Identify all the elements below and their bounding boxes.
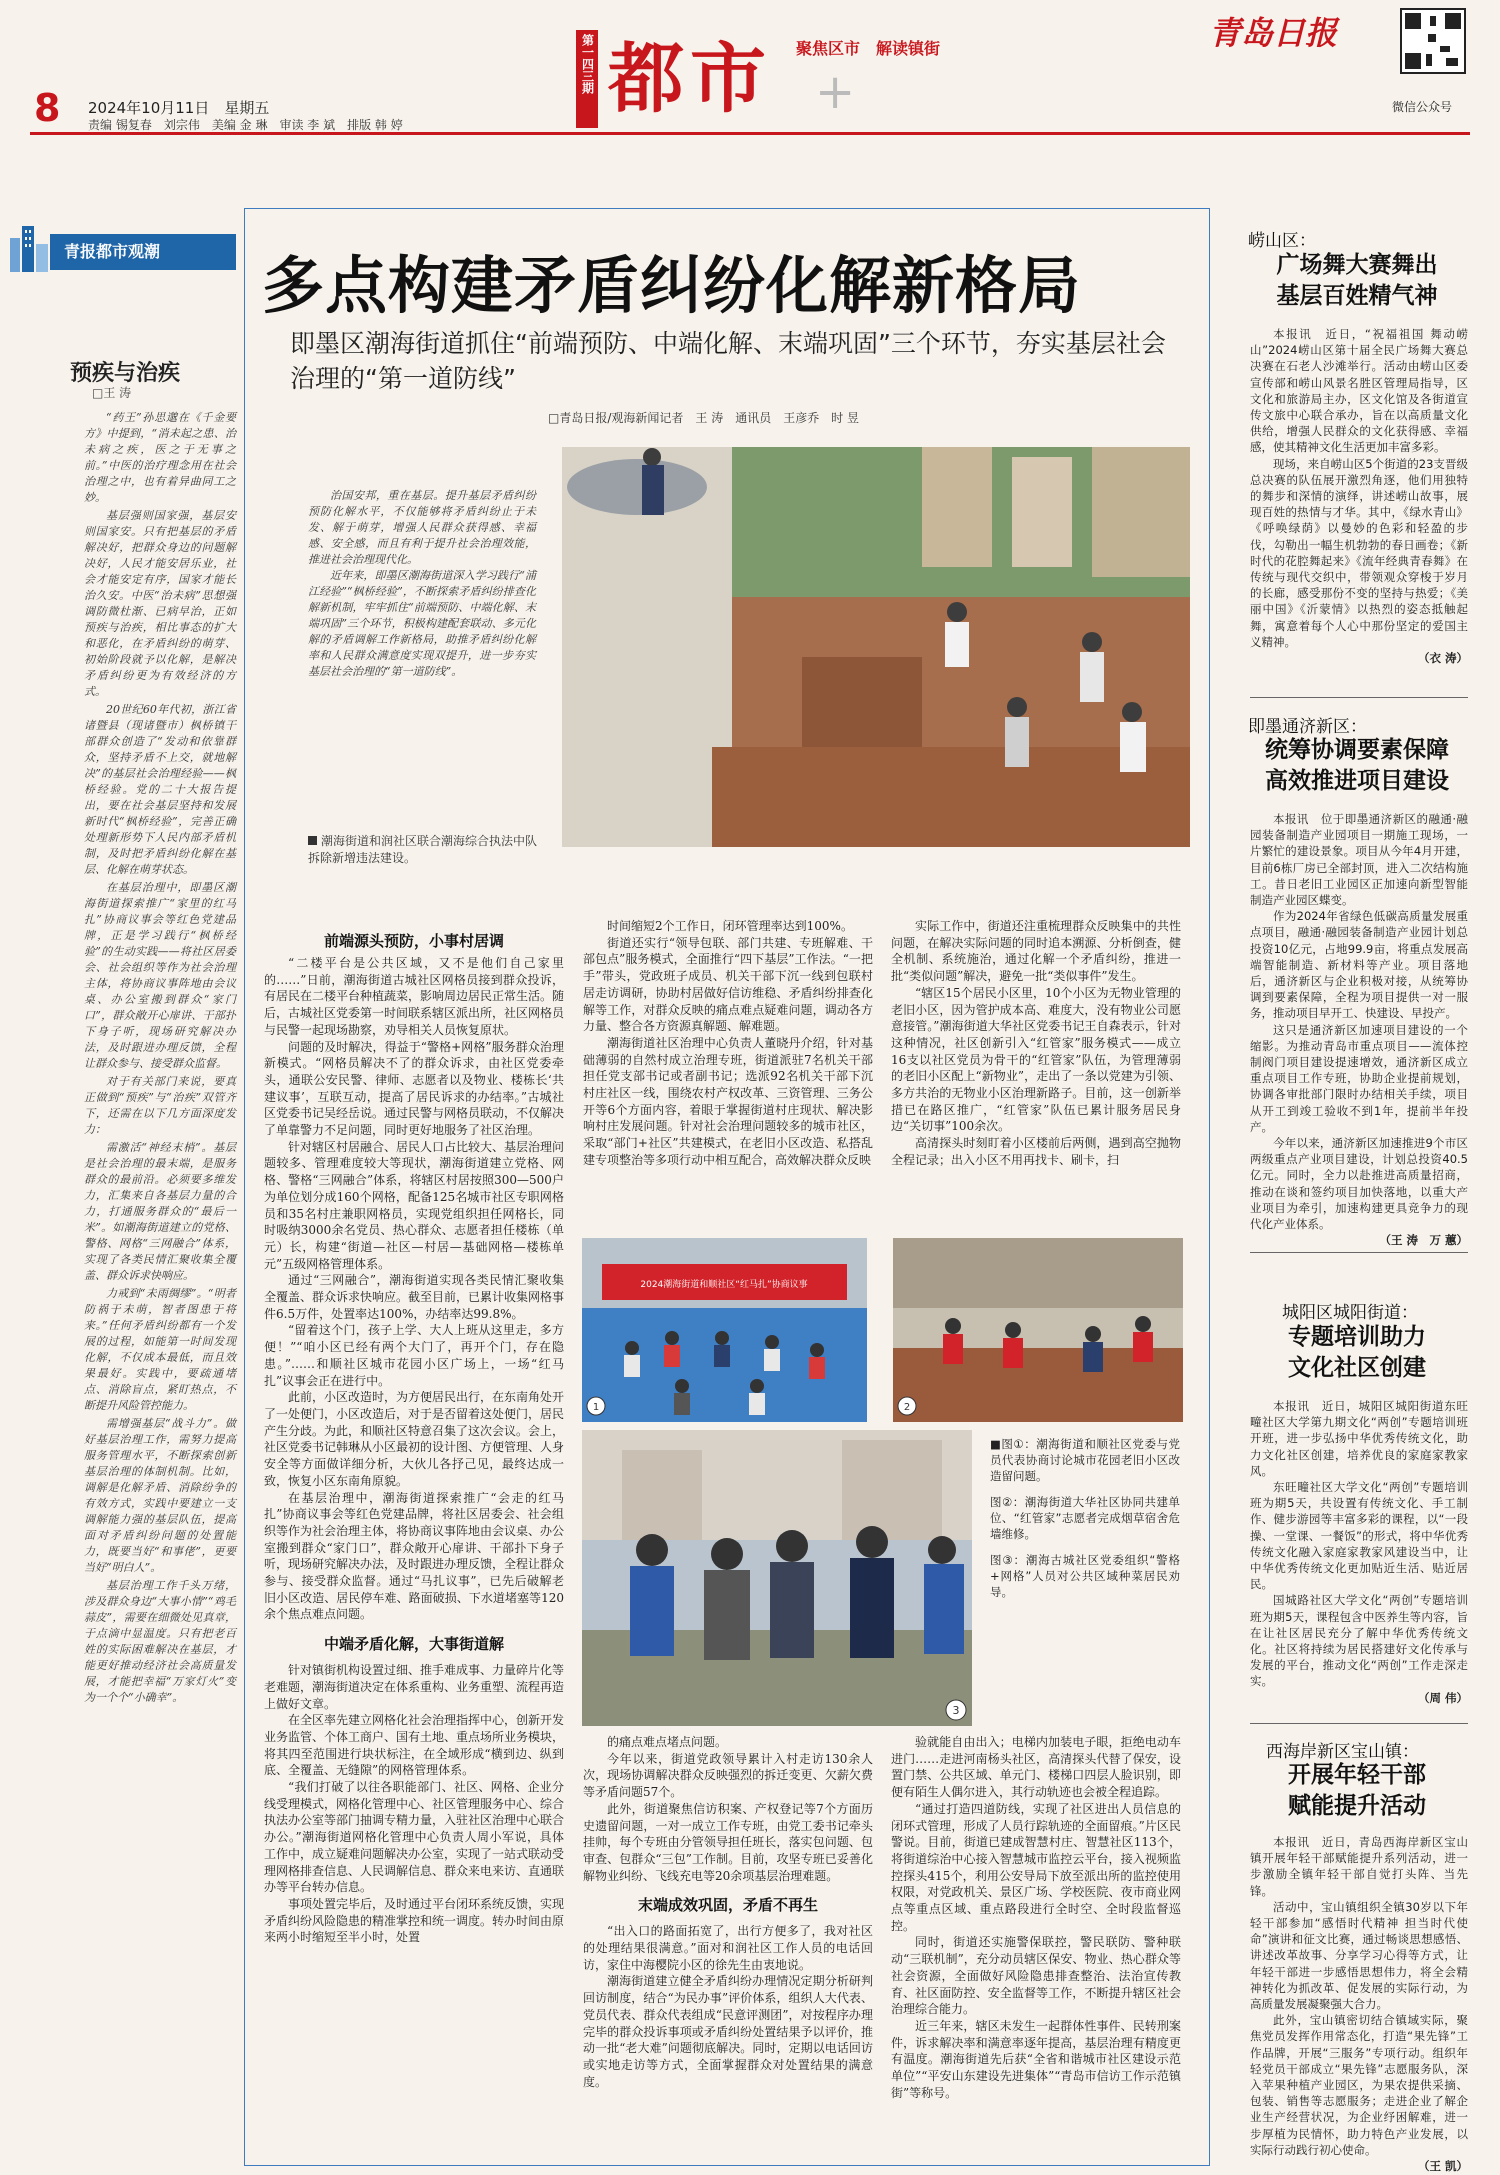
brief-paragraph: 本报讯 近日，城阳区城阳街道东旺疃社区大学第九期文化“两创”专题培训班开班，进一步弘扬中华优秀传统文化，助力文化社区创建，培养优良的家庭家教家风。 [1250, 1399, 1468, 1478]
brief-author: （衣 涛） [1417, 651, 1468, 666]
column-paragraph: 基层强则国家强，基层安则国家安。只有把基层的矛盾解决好，把群众身边的问题解决好，人民才能安居乐业，社会才能安定有序，国家才能长治久安。中医“治未病”思想强调防微杜渐、已病早治，正如预疾与治疾，相比事态的扩大和恶化，在矛盾纠纷的萌芽、初始阶段就予以化解，是解决矛盾纠纷更为有效经济的方式。 [84, 509, 236, 698]
brief-3-body [1250, 1398, 1468, 1718]
brief-1-title [1232, 250, 1482, 312]
brief-2-title-line: 高效推进项目建设 [1265, 768, 1449, 794]
column-paragraph: 在基层治理中，即墨区潮海街道探索推广“家里的红马扎”协商议事会等红色党建品牌，正是学习践行“枫桥经验”的生动实践——将社区居委会、社会组织等作为社会治理主体，将协商议事阵地由会议桌、办公室搬到群众“家门口”，群众敞开心扉讲、干部扑下身子听，现场研究解决办法，及时跟进办理反馈，全程让群众参与、接受群众监督。 [84, 881, 236, 1070]
brief-4-kicker: 西海岸新区宝山镇： [1266, 1742, 1419, 1762]
body-column-2-top [583, 918, 873, 1230]
brief-4-title-line: 开展年轻干部 [1288, 1762, 1426, 1788]
section-name: 都市 [608, 34, 772, 123]
brief-paragraph: 活动中，宝山镇组织全镇30岁以下年轻干部参加“感悟时代精神 担当时代使命”演讲和征文比赛，通过畅谈思想感悟、讲述改革故事、分享学习心得等方式，让年轻干部进一步感悟思想伟力，将全会精神转化为抓改革、促发展的实际行动，为高质量发展凝聚强大合力。 [1250, 1899, 1468, 2012]
brief-2-title-line: 统筹协调要素保障 [1265, 737, 1449, 763]
column-title: 预疾与治疾 [70, 360, 181, 386]
body-paragraph: 时间缩短2个工作日，闭环管理率达到100%。 [607, 919, 853, 933]
brief-1-body [1250, 326, 1468, 691]
brief-paragraph: 现场，来自崂山区5个街道的23支晋级总决赛的队伍展开激烈角逐，他们用独特的舞步和深情的演绎，讲述崂山故事，展现百姓的热情与才华。其中，《绿水青山》《呼唤绿荫》以曼妙的色彩和轻盈的步伐，勾勒出一幅生机勃勃的春日画卷；《新时代的花腔舞起来》《流年经典青春舞》在传统与现代交织中，带领观众穿梭于岁月的长廊，感受那份不变的坚持与热爱；《美丽中国》《沂蒙情》以热烈的姿态抵触起舞，寓意着每个人心中那份坚定的爱国主义精神。 [1250, 456, 1468, 649]
brief-2-title [1232, 735, 1482, 797]
volume-stamp-text: 第一四三期 [580, 34, 595, 94]
body-paragraph: 今年以来，街道党政领导累计入村走访130余人次，现场协调解决群众反映强烈的拆迁变更、欠薪欠费等矛盾问题57个。 [583, 1751, 873, 1800]
brief-paragraph: 本报讯 近日，青岛西海岸新区宝山镇开展年轻干部赋能提升系列活动，进一步激励全镇年轻干部自觉打头阵、当先锋。 [1250, 1835, 1468, 1898]
body-paragraph: “出入口的路面拓宽了，出行方便多了，我对社区的处理结果很满意。”面对和润社区工作人员的电话回访，家住中海樱院小区的徐先生由衷地说。 [583, 1924, 873, 1972]
body-paragraph: 的痛点难点堵点问题。 [607, 1735, 728, 1749]
masthead-divider [30, 132, 1470, 135]
column-paragraph: 对于有关部门来说，要真正做到“预疾”与“治疾”双管齐下，还需在以下几方面深度发力： [84, 1075, 236, 1136]
section3-heading: 末端成效巩固，矛盾不再生 [637, 1896, 818, 1915]
body-paragraph: 实际工作中，街道还注重梳理群众反映集中的共性问题，在解决实际问题的同时追本溯源、分析倒查，健全机制、系统施治，通过化解一个矛盾纠纷，推进一批“类似问题”解决，避免一批“类似事件”发生。 [891, 919, 1181, 984]
photo-1-meeting [582, 1238, 867, 1422]
body-paragraph: 潮海街道建立健全矛盾纠纷办理情况定期分析研判回访制度，结合“为民办事”评价体系，组织人大代表、党员代表、群众代表组成“民意评测团”，对按程序办理完毕的群众投诉事项或矛盾纠纷处置结果予以评价，推动一批“老大难”问题彻底解决。同时，定期以电话回访或实地走访等方式，全面掌握群众对处置结果的满意度。 [583, 1974, 873, 2089]
body-paragraph: 针对辖区村居融合、居民人口占比较大、基层治理问题较多、管理难度较大等现状，潮海街道建立党格、网格、警格“三网融合”体系，将辖区村居按照300—500户为单位划分成160个网格，配备125名城市社区专职网格员和35名村庄兼职网格员，实现党组织担任网格长，同时吸纳3000余名党员、热心群众、志愿者担任楼栋（单元）长，构建“街道—社区—村居—基础网格—楼栋单元”五级网格管理体系。 [264, 1139, 565, 1271]
brief-3-kicker: 城阳区城阳街道： [1282, 1303, 1418, 1323]
brief-divider [1250, 697, 1468, 698]
brief-3-title-line: 专题培训助力 [1288, 1324, 1426, 1350]
svg-text:2: 2 [903, 1402, 911, 1413]
plus-icon: + [815, 64, 856, 120]
body-paragraph: 同时，街道还实施警保联控，警民联防、警种联动“三联机制”，充分动员辖区保安、物业、热心群众等社会资源，全面做好风险隐患排查整治、法治宣传教育、社区面防控、安全监督等工作，不断提升辖区社会治理综合能力。 [891, 1935, 1181, 2017]
body-paragraph: “辖区15个居民小区里，10个小区为无物业管理的老旧小区，因为管护成本高、难度大，没有物业公司愿意接管。”潮海街道大华社区党委书记王自森表示，针对这种情况，社区创新引入“红管家”服务模式——成立16支以社区党员为骨干的“红管家”队伍，为管理薄弱的老旧小区配上“新物业”，走出了一条以党建为引领、多方共治的无物业小区治理新路子。目前，这一创新举措已在路区推广，“红管家”队伍已累计服务居民身边“关切事”100余次。 [891, 985, 1181, 1134]
photo-captions [990, 1436, 1180, 1610]
editorial-staff: 责编 锡复春 刘宗伟 美编 金 琳 审读 李 斌 排版 韩 婷 [88, 118, 403, 132]
lead-text [308, 488, 536, 810]
body-paragraph: 通过“三网融合”，潮海街道实现各类民情汇聚收集全覆盖、群众诉求快响应。截至目前，已累计收集网格事件6.5万件，处置率达100%，办结率达99.8%。 [264, 1273, 565, 1321]
brief-paragraph: 此外，宝山镇密切结合镇域实际，聚焦党员发挥作用常态化，打造“果先锋”工作品牌，开展“三服务”专项行动。组织年轻党员干部成立“果先锋”志愿服务队，深入苹果种植产业园区，为果农提供采摘、包装、销售等志愿服务；走进企业了解企业生产经营状况，为企业纾困解难，进一步厚植为民情怀，助力特色产业发展，以实际行动践行初心使命。 [1250, 2013, 1468, 2157]
column-paragraph: 需激活“神经末梢”。基层是社会治理的最末端，是服务群众的最前沿。必须要多维发力，汇集来自各基层力量的合力，打通服务群众的“最后一米”。如潮海街道建立的党格、警格、网格“三网融合”体系，实现了各类民情汇聚收集全覆盖、群众诉求快响应。 [84, 1141, 236, 1282]
main-photo-caption [308, 833, 548, 867]
body-paragraph: 验就能自由出入；电梯内加装电子眼，拒绝电动车进门……走进河南杨头社区，高清探头代替了保安，设置门禁、公共区域、单元门、楼梯口四层人脸识别，即便有陌生人偶尔进入，其行动轨迹也会被全程追踪。 [891, 1735, 1181, 1800]
brief-paragraph: 今年以来，通济新区加速推进9个市区两级重点产业项目建设，计划总投资40.5亿元。同时，全力以赴推进高质量招商，推动在谈和签约项目加快落地，以重大产业项目为牵引，加速构建更具竞争力的现代化产业体系。 [1250, 1136, 1468, 1232]
caption-square-icon [308, 836, 317, 845]
column-paragraph: 需增强基层“战斗力”。做好基层治理工作，需努力提高服务管理水平，不断探索创新基层治理的体制机制。比如，调解是化解矛盾、消除纷争的有效方式，实践中要建立一支调解能力强的基层队伍，提高面对矛盾纠纷问题的处置能力，既要当好“和事佬”，更要当好“明白人”。 [84, 1417, 236, 1574]
body-column-1 [264, 955, 564, 2151]
brief-author: （王 凯） [1417, 2159, 1468, 2174]
brief-3-title-line: 文化社区创建 [1288, 1355, 1426, 1381]
body-paragraph: 此前，小区改造时，为方便居民出行，在东南角处开了一处便门，小区改造后，对于是否留着这处便门，居民产生分歧。为此，和顺社区特意召集了这次会议。会上，社区党委书记韩琳从小区最初的设计图、方便管理、人身安全等方面做详细分析，大伙儿各抒己见，最终达成一致，恢复小区东南角原貌。 [264, 1390, 565, 1488]
issue-date: 2024年10月11日 星期五 [88, 99, 270, 117]
newspaper-brand-logo: 青岛日报 [1209, 14, 1338, 52]
body-paragraph: 街道还实行“领导包联、部门共建、专班解难、干部包点”服务模式，全面推行“四下基层”工作法。“一把手”带头，党政班子成员、机关干部下沉一线到包联村居走访调研，协助村居做好信访维稳、矛盾纠纷排查化解等工作，对群众反映的痛点难点疑难问题，调动各方力量、整合各方资源真解题、解难题。 [583, 935, 873, 1034]
brief-1-title-line: 广场舞大赛舞出 [1276, 252, 1438, 278]
body-paragraph: 事项处置完毕后，及时通过平台闭环系统反馈，实现矛盾纠纷风险隐患的精准掌控和统一调度。转办时间由原来两小时缩短至半小时，处置 [264, 1896, 565, 1945]
body-paragraph: 此外，街道聚焦信访积案、产权登记等7个方面历史遗留问题，一对一成立工作专班，由党工委书记牵头挂帅，每个专班由分管领导担任班长，落实包问题、包审查、包群众“三包”工作制。目前，攻坚专班已妥善化解物业纠纷、飞线充电等20余项基层治理难题。 [583, 1801, 873, 1883]
section1-heading: 前端源头预防，小事村居调 [323, 932, 504, 950]
column-paragraph: “药王”孙思邈在《千金要方》中提到，“消未起之患、治未病之疾，医之于无事之前。”中医的治疗理念用在社会治理之中，也有着异曲同工之妙。 [84, 411, 236, 504]
body-paragraph: “留着这个门，孩子上学、大人上班从这里走，多方便！”“咱小区已经有两个大门了，再开个门，存在隐患。”……和顺社区城市花园小区广场上，一场“红马扎”议事会正在进行中。 [264, 1323, 564, 1388]
brief-4-title-line: 赋能提升活动 [1288, 1793, 1426, 1819]
section2-heading: 中端矛盾化解，大事街道解 [323, 1635, 504, 1654]
photo-3-persuasion [582, 1430, 972, 1726]
lead-paragraph: 近年来，即墨区潮海街道深入学习践行“浦江经验”“枫桥经验”，不断探索矛盾纠纷排查化解新机制，牢牢抓住“前端预防、中端化解、末端巩固”三个环节，积极构建配套联动、多元化解的矛盾调解工作新格局，助推矛盾纠纷化解率和人民群众满意度实现双提升，进一步夯实基层社会治理的“第一道防线”。 [308, 569, 536, 678]
photo-caption: ■图①：潮海街道和顺社区党委与党员代表协商讨论城市花园老旧小区改造留问题。 [990, 1437, 1180, 1483]
body-column-2-bottom [583, 1734, 873, 2152]
brief-1-kicker: 崂山区： [1248, 231, 1316, 251]
brief-author: （周 伟） [1417, 1690, 1468, 1705]
city-buildings-icon [8, 220, 50, 272]
column-paragraph: 力戒到“未雨绸缪”。“明者防祸于未萌，智者图患于将来。”任何矛盾纠纷都有一个发展的过程，如能第一时间发现化解，不仅成本最低，而且效果最好。实践中，要疏通堵点、消除盲点，紧盯热点，不断提升风险管控能力。 [84, 1287, 236, 1412]
qr-code-icon[interactable] [1400, 8, 1466, 74]
brief-paragraph: 本报讯 近日，“祝福祖国 舞动崂山”2024崂山区第十届全民广场舞大赛总决赛在石老人沙滩举行。活动由崂山区委宣传部和崂山风景名胜区管理局指导，区文化和旅游局主办，区文化馆及各街道宣传文旅中心联合承办，旨在以高质量文化供给，增强人民群众的文化获得感、幸福感，使其精神文化生活更加丰富多彩。 [1250, 327, 1468, 455]
volume-stamp [576, 30, 598, 128]
brief-paragraph: 国城路社区大学文化“两创”专题培训班为期5天，课程包含中医养生等内容，旨在让社区居民充分了解中华优秀传统文化。社区将持续为居民搭建好文化传承与发展的平台，推动文化“两创”工作走深走实。 [1250, 1593, 1468, 1689]
body-paragraph: 问题的及时解决，得益于“警格+网格”服务群众治理新模式。“网格员解决不了的群众诉求，由社区党委牵头，通联公安民警、律师、志愿者以及物业、楼栋长‘共建议事’，互联互动，提高了居民诉求的办结率。”古城社区党委书记吴经岳说。通过民警与网格员联动，不仅解决了单靠警力不足问题，同时更好地服务了社区治理。 [264, 1039, 565, 1138]
main-subheadline: 即墨区潮海街道抓住“前端预防、中端化解、末端巩固”三个环节，夯实基层社会治理的“第一道防线” [290, 329, 1166, 393]
brief-divider [1250, 1252, 1468, 1253]
page-number: 8 [34, 86, 61, 130]
section-slogan: 聚焦区市 解读镇街 [796, 39, 941, 58]
brief-paragraph: 作为2024年省绿色低碳高质量发展重点项目，融通·融园装备制造产业园计划总投资10亿元，占地99.9亩，将重点发展高端智能制造、新材料等产业。项目落地后，通济新区与企业积极对接，从统筹协调到要素保障，全程为项目提供一对一服务，推动项目早开工、快建设、早投产。 [1250, 909, 1468, 1021]
body-paragraph: 高清探头时刻盯着小区楼前后两侧，遇到高空抛物全程记录；出入小区不用再找卡、刷卡，扫 [891, 1136, 1181, 1167]
body-column-3-top [891, 918, 1181, 1230]
brief-paragraph: 这只是通济新区加速项目建设的一个缩影。为推动青岛市重点项目——流体控制阀门项目建设提速增效，通济新区成立重点项目工作专班，协助企业提前规划，协调各审批部门限时办结相关手续，项目从开工到竣工验收不到1年，提前半年投产。 [1250, 1022, 1468, 1134]
column-body [84, 410, 236, 2150]
photo-caption: 图③：潮海古城社区党委组织“警格+网格”人员对公共区域种菜居民劝导。 [990, 1553, 1180, 1599]
body-paragraph: 在基层治理中，潮海街道探索推广“会走的红马扎”协商议事会等红色党建品牌，将社区居委会、社会组织等作为社会治理主体，将协商议事阵地由会议桌、办公室搬到群众“家门口”，群众敞开心扉讲、干部扑下身子听，现场研究解决办法，及时跟进办理反馈，全程让群众参与、接受群众监督。通过“马扎议事”，已先后破解老旧小区改造、居民停车难、路面破损、下水道堵塞等120余个焦点难点问题。 [264, 1490, 565, 1622]
body-paragraph: “通过打造四道防线，实现了社区进出人员信息的闭环式管理，形成了人员行踪轨迹的全面留痕。”片区民警说。目前，街道已建成智慧村庄、智慧社区113个，将街道综治中心接入智慧城市监控云平台，接入视频监控探头415个，利用公安导局下放至派出所的监控使用权限，对党政机关、景区广场、学校医院、夜市商业网点等重点区域、重点路段进行全时空、全时段监督巡控。 [891, 1801, 1181, 1933]
section-badge: 青报都市观潮 [50, 234, 236, 270]
brief-2-kicker: 即墨通济新区： [1248, 717, 1367, 737]
svg-text:3: 3 [952, 1704, 960, 1717]
brief-4-body [1250, 1834, 1468, 2174]
brief-4-title [1232, 1760, 1482, 1822]
photo-1-banner-text: 2024潮海街道和顺社区“红马扎”协商议事 [640, 1280, 808, 1290]
column-paragraph: 基层治理工作千头万绪，涉及群众身边“大事小情”“鸡毛蒜皮”，需要在细微处见真章，于点滴中显温度。只有把老百姓的实际困难解决在基层，才能更好推动经济社会高质量发展，才能把幸福“万家灯火”变为一个个“小确幸”。 [84, 1579, 236, 1704]
brief-2-body [1250, 811, 1468, 1247]
photo-caption: 图②：潮海街道大华社区协同共建单位、“红管家”志愿者完成烟草宿舍危墙维修。 [990, 1495, 1180, 1541]
body-paragraph: 潮海街道社区治理中心负责人董晓丹介绍，针对基础薄弱的自然村成立治理专班，街道派驻7名机关干部担任党支部书记或者副书记；选派92名机关干部下沉村庄社区一线，围绕农村产权改革、三资管理、三务公开等6个方面内容，着眼于掌握街道村庄现状、解决影响村庄发展问题。针对社会治理问题较多的城市社区，采取“部门+社区”共建模式，在老旧小区改造、私搭乱建专项整治等多项行动中相互配合，高效解决群众反映 [583, 1035, 873, 1167]
photo-2-wall-repair [893, 1238, 1183, 1422]
svg-text:1: 1 [592, 1402, 600, 1413]
column-paragraph: 20世纪60年代初，浙江省诸暨县（现诸暨市）枫桥镇干部群众创造了“发动和依靠群众，坚持矛盾不上交，就地解决”的基层社会治理经验——枫桥经验。党的二十大报告提出，要在社会基层坚持和发展新时代“枫桥经验”，完善正确处理新形势下人民内部矛盾机制，及时把矛盾纠纷化解在基层、化解在萌芽状态。 [84, 703, 236, 876]
qr-code-label: 微信公众号 [1392, 100, 1453, 114]
brief-1-title-line: 基层百姓精气神 [1276, 283, 1438, 309]
brief-paragraph: 本报讯 位于即墨通济新区的融通·融园装备制造产业园项目一期施工现场，一片繁忙的建设景象。项目从今年4月开建，目前6栋厂房已全部封顶，进入二次结构施工。昔日老旧工业园区正加速向新型智能制造产业园区蝶变。 [1250, 812, 1468, 908]
main-photo-caption-text: 潮海街道和润社区联合潮海综合执法中队拆除新增违法建设。 [308, 834, 538, 865]
brief-3-title [1232, 1322, 1482, 1384]
lead-paragraph: 治国安邦，重在基层。提升基层矛盾纠纷预防化解水平，不仅能够将矛盾纠纷止于未发、解于萌芽，增强人民群众获得感、幸福感、安全感，而且有利于提升社会治理效能，推进社会治理现代化。 [308, 489, 536, 566]
body-paragraph: “我们打破了以往各职能部门、社区、网格、企业分线受理模式，网格化管理中心、社区管理服务中心、综合执法办公室等部门抽调专精力量，入驻社区治理中心联合办公。”潮海街道网格化管理中心负责人周小军说，具体工作中，成立疑难问题解决办公室，实现了一站式联动受理网格排查信息、人民调解信息、群众来电来访、直通联办等平台转办信息。 [264, 1780, 565, 1895]
brief-divider [1250, 1723, 1468, 1724]
body-column-3-bottom [891, 1734, 1181, 2152]
body-paragraph: “二楼平台是公共区域，又不是他们自己家里的……”日前，潮海街道古城社区网格员接到群众投诉，有居民在二楼平台种植蔬菜，影响周边居民正常生活。随后，古城社区党委第一时间联系辖区派出所，社区网格员与民警一起现场勘察，劝导相关人员恢复原状。 [264, 956, 565, 1037]
brief-paragraph: 东旺疃社区大学文化“两创”专题培训班为期5天，共设置有传统文化、手工制作、健步游园等丰富多彩的课程，以“一段操、一堂课、一餐饭”的形式，将中华优秀传统文化融入家庭家教家风建设当中，让中华优秀传统文化更加贴近生活、贴近居民。 [1250, 1480, 1468, 1592]
main-photo-demolition [562, 447, 1190, 847]
main-headline: 多点构建矛盾纠纷化解新格局 [262, 249, 1082, 322]
brief-author: （王 涛 万 蕙） [1379, 1233, 1468, 1248]
main-byline: □青岛日报/观海新闻记者 王 涛 通讯员 王彦乔 时 昱 [548, 411, 860, 425]
body-paragraph: 近三年来，辖区未发生一起群体性事件、民转刑案件，诉求解决率和满意率逐年提高，基层治理有精度更有温度。潮海街道先后获“全省和谐城市社区建设示范单位”“平安山东建设先进集体”“青岛市信访工作示范镇街”等称号。 [891, 2018, 1181, 2100]
body-paragraph: 在全区率先建立网格化社会治理指挥中心，创新开发业务监管、个体工商户、国有土地、重点场所业务模块，将其四至范围进行块状标注，在全域形成“横到边、纵到底、全覆盖、无缝隙”的网格管理体系。 [264, 1713, 565, 1778]
column-byline: □王 涛 [92, 386, 132, 400]
body-paragraph: 针对镇街机构设置过细、推手难成事、力量碎片化等老难题，潮海街道决定在体系重构、业务重塑、流程再造上做好文章。 [264, 1663, 565, 1711]
